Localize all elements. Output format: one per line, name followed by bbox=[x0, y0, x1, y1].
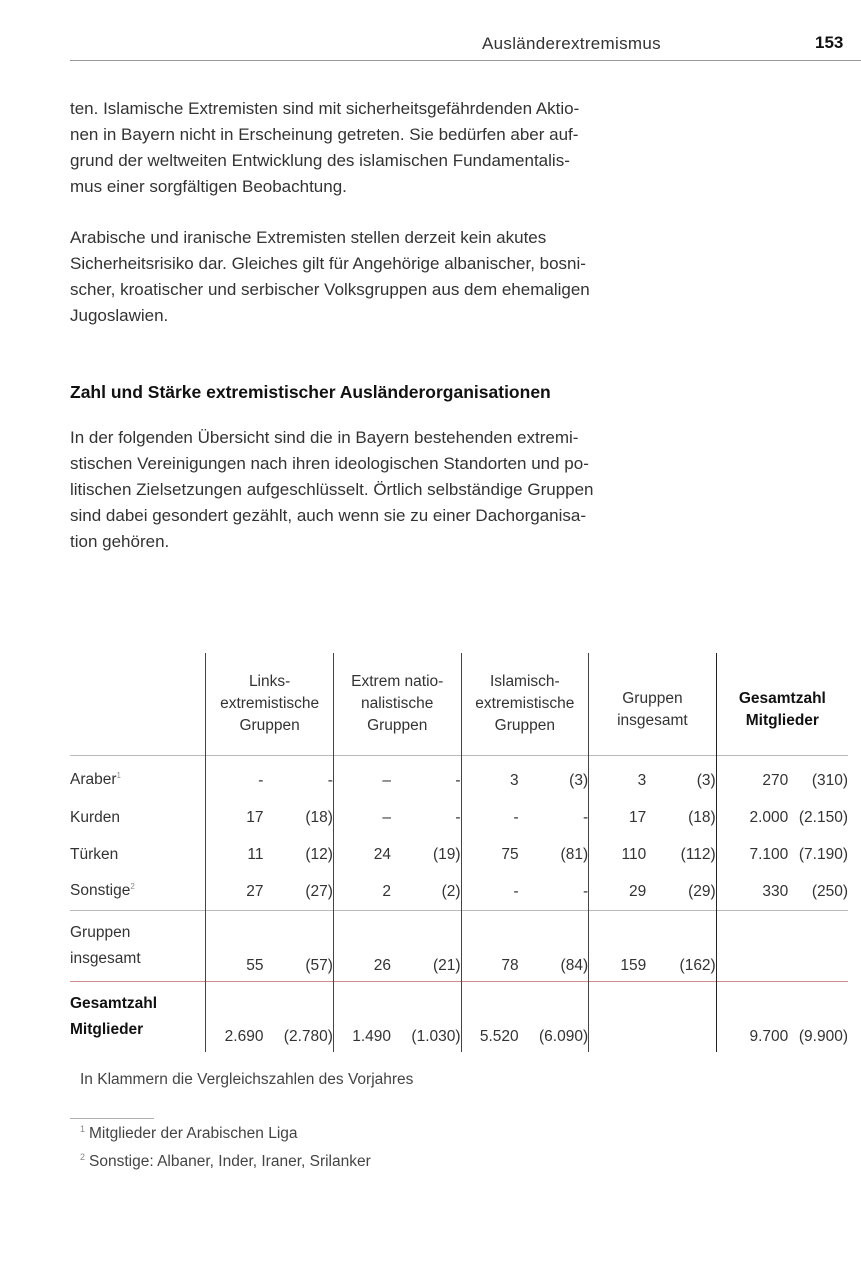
table-row: Kurden 17 (18) – - - - 17 (18) 2.000 (2.150) bbox=[70, 799, 848, 836]
paragraph-arab-iranian: Arabische und iranische Extremisten stellen derzeit kein akutes Sicherheitsrisiko dar. Gleiches gilt für Angehörige albanischer, bosni- scher, kroatischer und serbischer Volksgruppen aus dem ehemaligen Jugoslawien. bbox=[70, 228, 590, 325]
header-national: Extrem natio- nalistische Gruppen bbox=[333, 653, 461, 756]
table-row-gesamtzahl-mitglieder: Gesamtzahl Mitglieder 2.690 (2.780) 1.490 (1.030) 5.520 (6.090) 9.700 (9.900) bbox=[70, 982, 848, 1053]
header-gruppen: Gruppen insgesamt bbox=[589, 653, 717, 756]
table-row-gruppen-insgesamt: Gruppen insgesamt 55 (57) 26 (21) 78 (84) 159 (162) bbox=[70, 911, 848, 982]
page-header bbox=[70, 30, 861, 62]
table-header-row bbox=[70, 653, 848, 756]
table-row: Sonstige$^2$ 27 (27) 2 (2) - - 29 (29) 330 (250) bbox=[70, 873, 848, 911]
table-row: Araber$^1$ - - – - 3 (3) 3 (3) 270 (310) bbox=[70, 756, 848, 800]
table-note: In Klammern die Vergleichszahlen des Vorjahres bbox=[80, 1071, 414, 1088]
header-gesamt: Gesamtzahl Mitglieder bbox=[716, 653, 848, 756]
paragraph-overview: In der folgenden Übersicht sind die in Bayern bestehenden extremi- stischen Vereinigungen nach ihren ideologischen Standorten und po- litischen Zielsetzungen aufgeschlüsselt. Örtlich selbständige Gruppen sind dabei gesondert gezählt, auch wenn sie zu einer Dachorganisa- tion gehören. bbox=[70, 428, 594, 551]
header-links: Links- extremistische Gruppen bbox=[206, 653, 334, 756]
footnote-2: $^2$ Sonstige: Albaner, Inder, Iraner, Srilanker bbox=[80, 1152, 371, 1170]
paragraph-islamists: ten. Islamische Extremisten sind mit sicherheitsgefährdenden Aktio- nen in Bayern nicht in Erscheinung getreten. Sie bedürfen aber auf- grund der weltweiten Entwicklung des islamischen Fundamentalis- mus einer sorgfältigen Beobachtung. bbox=[70, 99, 580, 196]
page-number: 153 bbox=[815, 33, 844, 52]
section-heading: Zahl und Stärke extremistischer Ausländerorganisationen bbox=[70, 382, 551, 402]
running-title: Ausländerextremismus bbox=[482, 34, 661, 53]
organisations-table bbox=[70, 653, 848, 1052]
header-islam: Islamisch- extremistische Gruppen bbox=[461, 653, 589, 756]
footnote-rule bbox=[70, 1118, 154, 1119]
footnote-1: $^1$ Mitglieder der Arabischen Liga bbox=[80, 1124, 298, 1142]
header-rule bbox=[70, 60, 861, 61]
table-row: Türken 11 (12) 24 (19) 75 (81) 110 (112) 7.100 (7.190) bbox=[70, 836, 848, 873]
